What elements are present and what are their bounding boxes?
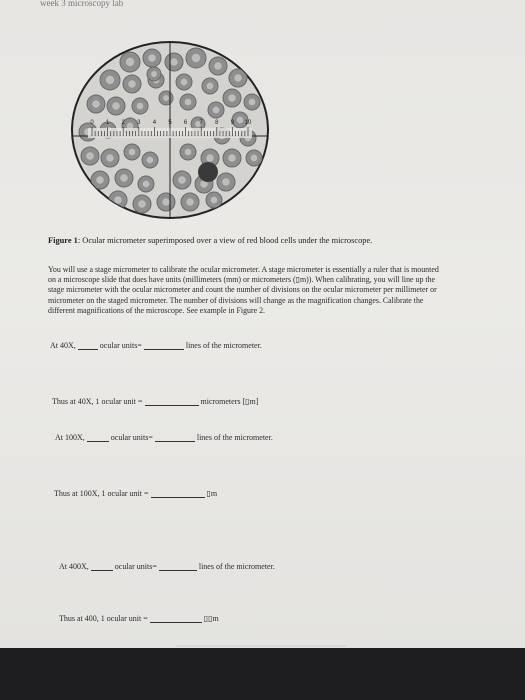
caption-label: Figure 1 (48, 236, 78, 245)
cell-center (126, 58, 134, 66)
cell-center (114, 196, 122, 204)
row-400x-units (59, 562, 275, 571)
label-thus-40x: Thus at 40X, 1 ocular unit = (52, 397, 143, 406)
blank-40x-conversion[interactable] (145, 397, 199, 406)
cell-center (234, 74, 242, 82)
cell-center (228, 154, 236, 162)
cell-center (92, 100, 100, 108)
cell-center (185, 149, 192, 156)
scale-number: 10 (244, 120, 252, 126)
cell-center (86, 152, 94, 160)
row-40x-units (50, 341, 262, 350)
scale-number: 8 (215, 120, 219, 126)
dark-cell (198, 162, 218, 182)
cell-center (228, 94, 236, 102)
blank-100x-lines[interactable] (155, 433, 195, 442)
cell-center (143, 181, 150, 188)
cell-center (162, 198, 170, 206)
cell-center (106, 76, 114, 84)
cut-off-header: week 3 microscopy lab (40, 0, 124, 8)
caption-text: : Ocular micrometer superimposed over a view of red blood cells under the microscope. (77, 236, 373, 245)
instructions-paragraph: You will use a stage micrometer to calibrate the ocular micrometer. A stage micrometer is essentially a ruler that is mounted on a microscope slide that does have units (millimeters (mm) or micrometers (▯m)). When calibrating, you will line up the stage micrometer with the ocular micrometer and count the number of divisions on the ocular micrometer per millimeter or micrometer on the staged micrometer. The number of divisions will change as the magnification changes. Calibrate the different magnifications of the microscope. See example in Figure 2. (48, 265, 439, 315)
cell-center (192, 54, 200, 62)
cell-center (137, 103, 144, 110)
label-thus-400x: Thus at 400, 1 ocular unit = (59, 614, 148, 623)
label-micrometers: micrometers [▯m] (200, 397, 259, 406)
cell-center (151, 71, 157, 77)
row-40x-thus (52, 397, 258, 406)
scale-number: 9 (230, 120, 235, 126)
row-400x-thus (59, 614, 219, 623)
scale-number: 6 (183, 120, 188, 126)
cell-center (213, 107, 220, 114)
label-40x: At 40X, (50, 341, 76, 350)
cell-center (129, 149, 136, 156)
label-ocular-units: ocular units= (99, 341, 142, 350)
blank-40x-lines[interactable] (144, 341, 184, 350)
cell-center (170, 58, 178, 66)
cell-center (128, 80, 136, 88)
blank-100x-conversion[interactable] (151, 489, 205, 498)
cell-center (163, 95, 169, 101)
figure-caption (48, 236, 488, 245)
cell-center (186, 198, 194, 206)
blank-40x-ocular-units[interactable] (78, 341, 98, 350)
cell-center (147, 157, 154, 164)
cell-center (106, 154, 114, 162)
label-ocular-units: ocular units= (110, 433, 153, 442)
label-lines: lines of the micrometer. (196, 433, 273, 442)
cell-center (222, 178, 230, 186)
microscope-view-figure (70, 40, 270, 220)
label-thus-100x: Thus at 100X, 1 ocular unit = (54, 489, 149, 498)
scale-number: 1 (105, 120, 110, 126)
label-lines: lines of the micrometer. (198, 562, 275, 571)
cell-center (237, 117, 244, 124)
label-lines: lines of the micrometer. (185, 341, 262, 350)
cell-center (251, 155, 258, 162)
cell-center (120, 174, 128, 182)
scale-number: 4 (152, 120, 157, 126)
cell-center (214, 62, 222, 70)
home-indicator[interactable] (176, 645, 346, 647)
cell-center (138, 200, 146, 208)
blank-400x-ocular-units[interactable] (91, 562, 113, 571)
cell-center (112, 102, 120, 110)
label-unit-m: ▯m (206, 489, 218, 498)
scale-number: 5 (168, 120, 172, 126)
blank-400x-lines[interactable] (159, 562, 197, 571)
scale-number: 2 (121, 120, 125, 126)
cell-center (206, 154, 214, 162)
cell-center (148, 54, 156, 62)
cell-center (96, 176, 104, 184)
scale-number: 0 (90, 120, 94, 126)
cell-center (249, 99, 256, 106)
label-ocular-units: ocular units= (114, 562, 157, 571)
cell-center (178, 176, 186, 184)
scale-number: 7 (199, 120, 203, 126)
label-unit-m: ▯▯m (203, 614, 219, 623)
row-100x-units (55, 433, 273, 442)
label-100x: At 100X, (55, 433, 85, 442)
scale-number: 3 (137, 120, 141, 126)
label-400x: At 400X, (59, 562, 89, 571)
cell-center (207, 83, 214, 90)
cell-center (181, 79, 188, 86)
blank-400x-conversion[interactable] (150, 614, 202, 623)
cell-center (211, 197, 218, 204)
row-100x-thus (54, 489, 217, 498)
cell-center (185, 99, 192, 106)
blank-100x-ocular-units[interactable] (87, 433, 109, 442)
